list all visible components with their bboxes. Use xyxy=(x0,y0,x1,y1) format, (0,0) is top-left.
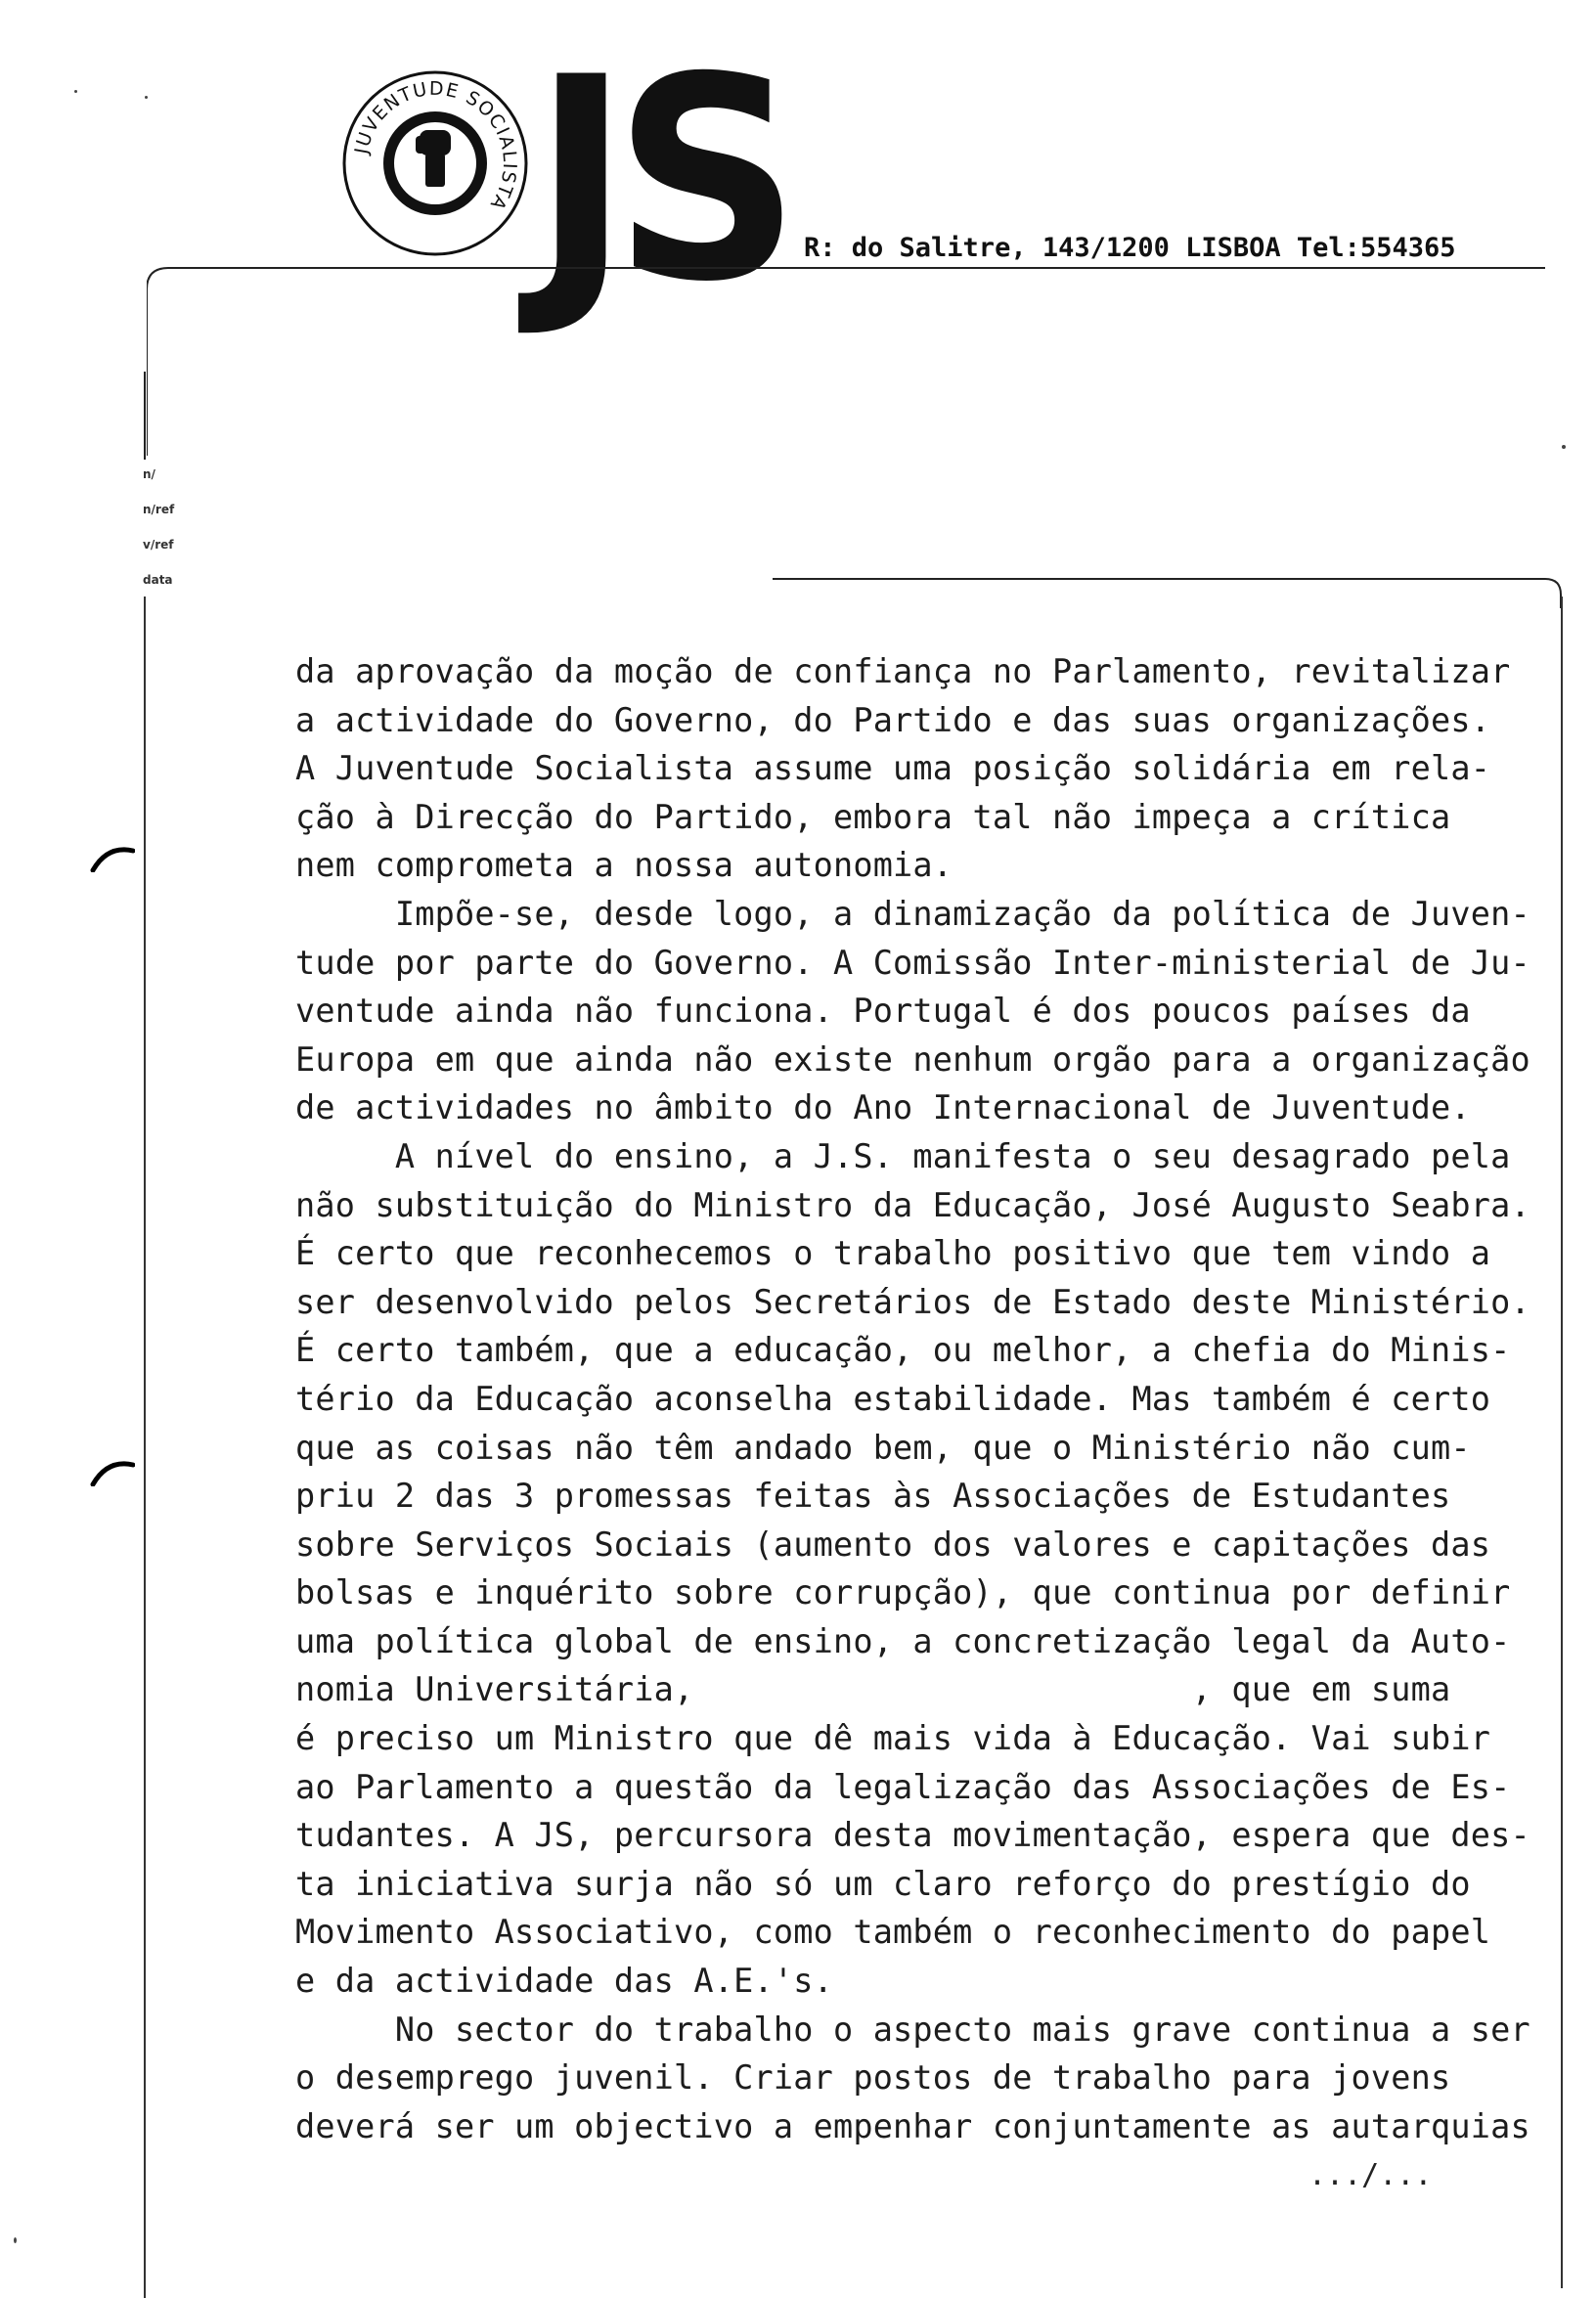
body-line: deverá ser um objectivo a empenhar conjuntamente as autarquias xyxy=(295,2106,1530,2145)
ref-label-number: n/ xyxy=(143,467,155,481)
body-line: da aprovação da moção de confiança no Parlamento, revitalizar xyxy=(295,652,1511,690)
frame-top-line xyxy=(147,260,1565,456)
punch-hole-mark-upper xyxy=(90,843,135,872)
body-line: bolsas e inquérito sobre corrupção), que continua por definir xyxy=(295,1573,1511,1613)
ref-label-your-ref: v/ref xyxy=(143,538,174,552)
header-address: R: do Salitre, 143/1200 LISBOA Tel:554365 xyxy=(804,233,1456,263)
body-line: A nível do ensino, a J.S. manifesta o seu desagrado pela xyxy=(295,1136,1511,1175)
logo-js-letters: JS xyxy=(533,19,785,343)
body-line: tudantes. A JS, percursora desta movimentação, espera que des- xyxy=(295,1816,1530,1855)
scan-speck xyxy=(14,2237,17,2243)
scan-speck xyxy=(145,96,148,99)
body-line: não substituição do Ministro da Educação, José Augusto Seabra. xyxy=(295,1185,1530,1224)
body-line: de actividades no âmbito do Ano Internacional de Juventude. xyxy=(295,1088,1471,1127)
letter-body xyxy=(295,647,1557,2150)
body-line: sobre Serviços Sociais (aumento dos valores e capitações das xyxy=(295,1525,1491,1564)
punch-hole-mark-lower xyxy=(90,1457,135,1486)
frame-right-line xyxy=(1561,597,1563,2288)
body-line: ta iniciativa surja não só um claro reforço do prestígio do xyxy=(295,1864,1471,1903)
body-line: tério da Educação aconselha estabilidade. Mas também é certo xyxy=(295,1379,1491,1418)
body-line: ção à Direcção do Partido, embora tal não impeça a crítica xyxy=(295,797,1451,836)
logo-ring-text: JUVENTUDE SOCIALISTA xyxy=(350,77,521,215)
body-line: É certo que reconhecemos o trabalho positivo que tem vindo a xyxy=(295,1234,1491,1273)
continuation-mark: .../... xyxy=(1308,2158,1433,2192)
body-line: Movimento Associativo, como também o reconhecimento do papel xyxy=(295,1913,1491,1952)
logo-emblem xyxy=(341,69,529,257)
body-line: Europa em que ainda não existe nenhum orgão para a organização xyxy=(295,1039,1530,1079)
body-line: nomia Universitária, , que em suma xyxy=(295,1670,1451,1709)
body-line: uma política global de ensino, a concretização legal da Auto- xyxy=(295,1621,1511,1660)
body-line: No sector do trabalho o aspecto mais grave continua a ser xyxy=(295,2010,1530,2049)
frame-left-segment xyxy=(144,372,146,460)
body-line: a actividade do Governo, do Partido e das suas organizações. xyxy=(295,700,1491,739)
body-line: tude por parte do Governo. A Comissão Inter-ministerial de Ju- xyxy=(295,943,1530,982)
body-line: ao Parlamento a questão da legalização das Associações de Es- xyxy=(295,1767,1511,1806)
body-line: que as coisas não têm andado bem, que o Ministério não cum- xyxy=(295,1428,1471,1467)
body-line: A Juventude Socialista assume uma posição solidária em rela- xyxy=(295,749,1491,788)
body-line: ser desenvolvido pelos Secretários de Estado deste Ministério. xyxy=(295,1282,1530,1321)
reference-labels xyxy=(143,457,174,597)
ref-label-our-ref: n/ref xyxy=(143,503,175,516)
body-line: Impõe-se, desde logo, a dinamização da política de Juven- xyxy=(295,894,1530,933)
body-line: e da actividade das A.E.'s. xyxy=(295,1962,833,2001)
scan-speck xyxy=(74,90,77,93)
body-line: É certo também, que a educação, ou melhor, a chefia do Minis- xyxy=(295,1331,1511,1370)
frame-left-line xyxy=(144,597,146,2298)
frame-mid-line xyxy=(773,569,1574,608)
body-line: é preciso um Ministro que dê mais vida à Educação. Vai subir xyxy=(295,1719,1491,1758)
body-line: ventude ainda não funciona. Portugal é dos poucos países da xyxy=(295,992,1471,1031)
body-line: o desemprego juvenil. Criar postos de trabalho para jovens xyxy=(295,2058,1451,2098)
body-line: priu 2 das 3 promessas feitas às Associações de Estudantes xyxy=(295,1477,1451,1516)
ref-label-date: data xyxy=(143,573,173,587)
scan-speck xyxy=(1562,445,1566,449)
body-line: nem comprometa a nossa autonomia. xyxy=(295,846,953,885)
